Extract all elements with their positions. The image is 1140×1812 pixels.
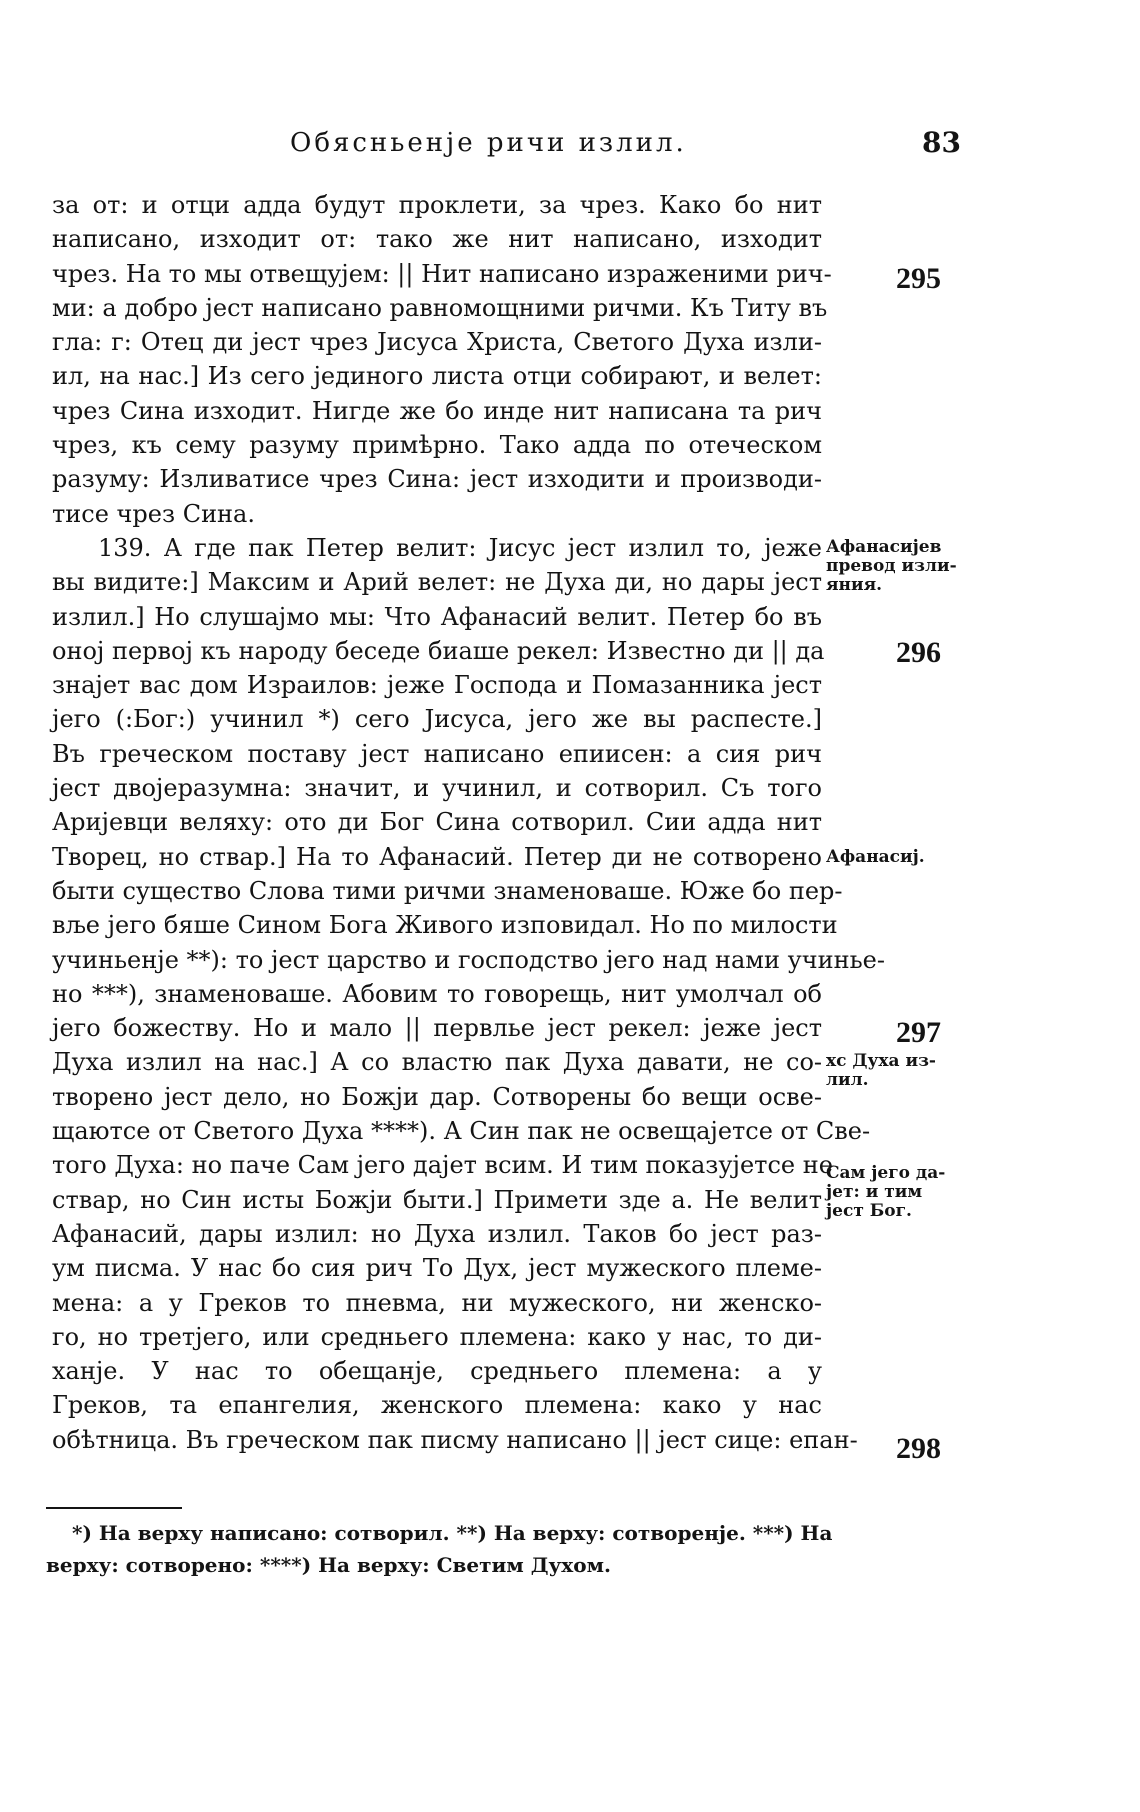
footnote-divider	[46, 1507, 182, 1509]
margin-number: 298	[896, 1432, 941, 1465]
text-line: ил, на нас.] Из сего јединого листа отци собирают, и велет:	[52, 362, 822, 391]
text-line: излил.] Но слушајмо мы: Что Афанасий велит. Петер бо въ	[52, 602, 822, 631]
text-line: чрез Сина изходит. Нигде же бо инде нит написана та рич	[52, 396, 822, 425]
footnote-line: верху: сотворено: ****) На верху: Светим Духом.	[46, 1553, 611, 1577]
margin-note: Сам јего да- јет: и тим јест Бог.	[826, 1163, 946, 1221]
text-line: Въ греческом поставу јест написано епиисен: а сия рич	[52, 739, 822, 768]
text-line: Греков, та епангелия, женского племена: како у нас	[52, 1391, 822, 1420]
text-line: разуму: Изливатисе чрез Сина: јест изходити и производи-	[52, 465, 822, 494]
running-header: Обясньенје ричи излил.	[290, 128, 687, 158]
text-line: ми: а добро јест написано равномощними ричми. Къ Титу въ	[52, 293, 828, 322]
text-line: чрез, къ сему разуму примѣрно. Тако адда по отеческом	[52, 431, 822, 460]
text-line: вы видите:] Максим и Арий велет: не Духа ди, но дары јест	[52, 568, 822, 597]
margin-number: 297	[896, 1016, 941, 1049]
footnote-line: *) На верху написано: сотворил. **) На верху: сотворенје. ***) На	[72, 1521, 833, 1545]
text-line: творено јест дело, но Божји дар. Сотворены бо вещи осве-	[52, 1082, 822, 1111]
text-line: тисе чрез Сина.	[52, 499, 255, 528]
page-number: 83	[922, 126, 961, 159]
text-line: знајет вас дом Израилов: јеже Господа и Помазанника јест	[52, 671, 822, 700]
text-line: щаютсе от Светого Духа ****). А Син пак не освещајетсе от Све-	[52, 1117, 871, 1146]
text-line: ствар, но Син исты Божји быти.] Примети зде а. Не велит	[52, 1185, 822, 1214]
text-line: 139. А где пак Петер велит: Јисус јест излил то, јеже	[98, 533, 822, 562]
margin-note: Афанасијев превод изли- яния.	[826, 537, 957, 595]
text-line: ум писма. У нас бо сия рич То Дух, јест мужеского племе-	[52, 1254, 822, 1283]
text-line: јего (:Бог:) учинил *) сего Јисуса, јего же вы распесте.]	[52, 705, 822, 734]
text-line: вље јего бяше Сином Бога Живого изповидал. Но по милости	[52, 911, 838, 940]
margin-number: 296	[896, 636, 941, 669]
margin-note: хс Духа из- лил.	[826, 1051, 936, 1090]
text-line: мена: а у Греков то пневма, ни мужеского, ни женско-	[52, 1288, 822, 1317]
text-line: быти существо Слова тими ричми знаменоваше. Юже бо пер-	[52, 876, 843, 905]
text-line: гла: г: Отец ди јест чрез Јисуса Христа, Светого Духа изли-	[52, 328, 822, 357]
text-line: за от: и отци адда будут проклети, за чрез. Како бо нит	[52, 191, 822, 219]
text-line: Афанасий, дары излил: но Духа излил. Таков бо јест раз-	[52, 1219, 822, 1248]
text-line: Творец, но ствар.] На то Афанасий. Петер ди не сотворено	[52, 842, 822, 871]
text-line: обѣтница. Въ греческом пак писму написано || јест сице: епан-	[52, 1425, 858, 1454]
text-line: учиньенје **): то јест царство и господство јего над нами учинье-	[52, 945, 885, 974]
text-line: Аријевци веляху: ото ди Бог Сина сотворил. Сии адда нит	[52, 808, 822, 837]
text-line: чрез. На то мы отвещујем: || Нит написано израженими рич-	[52, 259, 832, 288]
margin-number: 295	[896, 262, 941, 295]
text-line: јего божеству. Но и мало || первлье јест рекел: јеже јест	[52, 1014, 822, 1043]
text-line: Духа излил на нас.] А со властю пак Духа давати, не со-	[52, 1048, 822, 1077]
text-line: того Духа: но паче Сам јего дајет всим. И тим показујетсе не	[52, 1151, 833, 1180]
text-line: написано, изходит от: тако же нит написано, изходит	[52, 225, 822, 254]
text-line: но ***), знаменоваше. Абовим то говорещь, нит умолчал об	[52, 979, 822, 1008]
text-line: јест двојеразумна: значит, и учинил, и сотворил. Съ того	[52, 774, 822, 803]
margin-note: Афанасиј.	[826, 847, 925, 867]
text-line: го, но третјего, или средньего племена: како у нас, то ди-	[52, 1322, 822, 1351]
text-line: оној первој къ народу беседе биаше рекел: Известно ди || да	[52, 636, 825, 665]
text-line: ханје. У нас то обещанје, средньего племена: а у	[52, 1357, 822, 1386]
